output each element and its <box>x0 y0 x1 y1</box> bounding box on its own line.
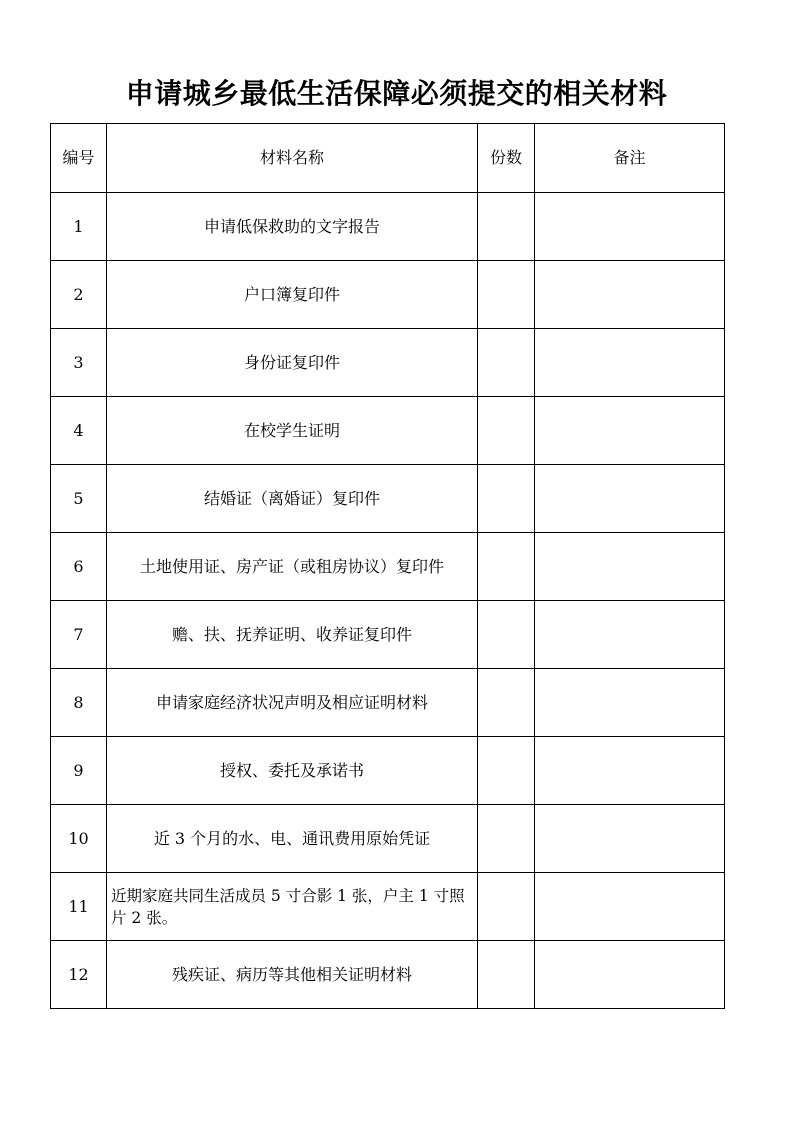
remark-cell <box>535 193 725 261</box>
copies-cell <box>478 669 535 737</box>
copies-cell <box>478 737 535 805</box>
page-title: 申请城乡最低生活保障必须提交的相关材料 <box>125 77 668 110</box>
table-row <box>51 873 725 941</box>
remark-cell <box>535 465 725 533</box>
table-header-row <box>51 124 725 193</box>
copies-cell <box>478 329 535 397</box>
header-copies: 份数 <box>478 124 535 193</box>
row-number: 3 <box>51 329 107 397</box>
material-name: 在校学生证明 <box>107 397 478 465</box>
material-name: 结婚证（离婚证）复印件 <box>107 465 478 533</box>
remark-cell <box>535 669 725 737</box>
material-name: 身份证复印件 <box>107 329 478 397</box>
table-row <box>51 941 725 1009</box>
materials-table <box>50 123 725 1009</box>
table-row <box>51 465 725 533</box>
material-name: 近期家庭共同生活成员 5 寸合影 1 张，户主 1 寸照片 2 张。 <box>107 873 478 941</box>
table-row <box>51 737 725 805</box>
remark-cell <box>535 601 725 669</box>
copies-cell <box>478 805 535 873</box>
remark-cell <box>535 397 725 465</box>
material-name: 近 3 个月的水、电、通讯费用原始凭证 <box>107 805 478 873</box>
row-number: 6 <box>51 533 107 601</box>
header-remark: 备注 <box>535 124 725 193</box>
table-row <box>51 193 725 261</box>
row-number: 9 <box>51 737 107 805</box>
remark-cell <box>535 329 725 397</box>
material-name: 申请低保救助的文字报告 <box>107 193 478 261</box>
remark-cell <box>535 805 725 873</box>
row-number: 8 <box>51 669 107 737</box>
copies-cell <box>478 465 535 533</box>
header-no: 编号 <box>51 124 107 193</box>
material-name: 授权、委托及承诺书 <box>107 737 478 805</box>
row-number: 10 <box>51 805 107 873</box>
table-row <box>51 329 725 397</box>
row-number: 5 <box>51 465 107 533</box>
material-name: 赡、扶、抚养证明、收养证复印件 <box>107 601 478 669</box>
copies-cell <box>478 261 535 329</box>
remark-cell <box>535 261 725 329</box>
copies-cell <box>478 397 535 465</box>
remark-cell <box>535 737 725 805</box>
table-row <box>51 669 725 737</box>
table-row <box>51 533 725 601</box>
copies-cell <box>478 873 535 941</box>
remark-cell <box>535 533 725 601</box>
copies-cell <box>478 601 535 669</box>
header-name: 材料名称 <box>107 124 478 193</box>
material-name: 申请家庭经济状况声明及相应证明材料 <box>107 669 478 737</box>
table-row <box>51 601 725 669</box>
row-number: 1 <box>51 193 107 261</box>
row-number: 12 <box>51 941 107 1009</box>
material-name: 残疾证、病历等其他相关证明材料 <box>107 941 478 1009</box>
row-number: 2 <box>51 261 107 329</box>
material-name: 户口簿复印件 <box>107 261 478 329</box>
copies-cell <box>478 533 535 601</box>
row-number: 4 <box>51 397 107 465</box>
remark-cell <box>535 941 725 1009</box>
table-row <box>51 397 725 465</box>
table-row <box>51 261 725 329</box>
remark-cell <box>535 873 725 941</box>
copies-cell <box>478 941 535 1009</box>
copies-cell <box>478 193 535 261</box>
table-row <box>51 805 725 873</box>
row-number: 11 <box>51 873 107 941</box>
material-name: 土地使用证、房产证（或租房协议）复印件 <box>107 533 478 601</box>
row-number: 7 <box>51 601 107 669</box>
